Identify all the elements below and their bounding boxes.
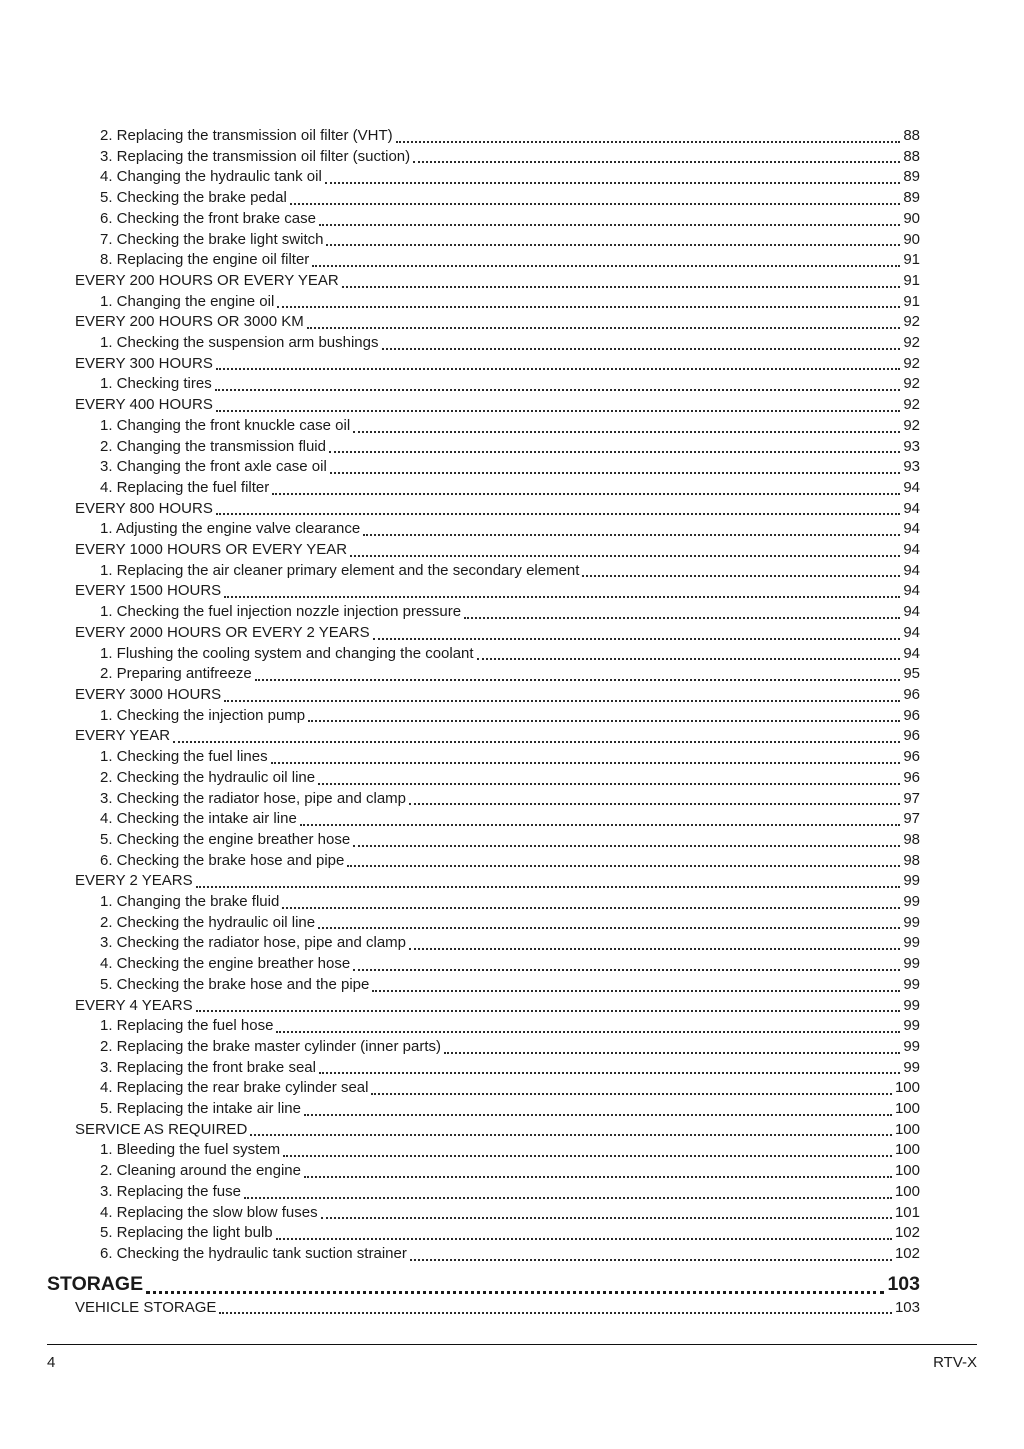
- toc-leader-dots: [224, 700, 900, 702]
- toc-entry-page: 98: [903, 851, 920, 869]
- toc-entry-page: 103: [894, 1298, 920, 1316]
- toc-leader-dots: [255, 679, 901, 681]
- toc-leader-dots: [371, 1093, 891, 1095]
- toc-leader-dots: [353, 845, 900, 847]
- toc-entry: [100, 933, 920, 954]
- toc-entry-label: 1. Checking the injection pump: [100, 706, 306, 724]
- toc-entry-label: 3. Checking the radiator hose, pipe and clamp: [100, 789, 407, 807]
- toc-entry-label: EVERY YEAR: [75, 727, 171, 745]
- toc-entry-page: 100: [894, 1141, 920, 1159]
- toc-entry: [75, 623, 920, 644]
- toc-leader-dots: [216, 513, 900, 515]
- toc-entry: [100, 830, 920, 851]
- toc-leader-dots: [329, 451, 900, 453]
- toc-entry-label: 5. Checking the brake pedal: [100, 189, 287, 207]
- toc-leader-dots: [282, 907, 900, 909]
- toc-entry-label: EVERY 200 HOURS OR EVERY YEAR: [75, 271, 339, 289]
- toc-entry: [100, 1058, 920, 1079]
- toc-entry-label: 1. Flushing the cooling system and changing the coolant: [100, 644, 474, 662]
- toc-entry-label: SERVICE AS REQUIRED: [75, 1120, 248, 1138]
- toc-leader-dots: [300, 824, 901, 826]
- toc-leader-dots: [372, 990, 900, 992]
- toc-entry-label: 2. Changing the transmission fluid: [100, 437, 326, 455]
- toc-entry-label: 3. Replacing the front brake seal: [100, 1058, 316, 1076]
- toc-leader-dots: [276, 1031, 900, 1033]
- toc-entry-page: 100: [894, 1120, 920, 1138]
- toc-entry: [100, 292, 920, 313]
- toc-leader-dots: [410, 1259, 892, 1261]
- toc-entry: [100, 954, 920, 975]
- toc-entry: [100, 1223, 920, 1244]
- footer-page-number: 4: [47, 1354, 56, 1371]
- toc-entry-page: 100: [894, 1162, 920, 1180]
- toc-entry: [75, 499, 920, 520]
- toc-leader-dots: [353, 431, 900, 433]
- toc-entry: [100, 851, 920, 872]
- toc-entry: [100, 209, 920, 230]
- toc-entry-page: 88: [903, 127, 920, 144]
- toc-entry-label: 5. Replacing the intake air line: [100, 1100, 301, 1118]
- toc-entry-page: 96: [903, 748, 920, 766]
- toc-entry-label: EVERY 200 HOURS OR 3000 KM: [75, 313, 304, 331]
- toc-entry-page: 95: [903, 665, 920, 683]
- toc-entry-page: 99: [903, 872, 920, 890]
- toc-entry-page: 94: [903, 520, 920, 538]
- toc-leader-dots: [347, 865, 900, 867]
- toc-entry-label: 2. Checking the hydraulic oil line: [100, 768, 316, 786]
- toc-entry: [75, 271, 920, 292]
- toc-entry-page: 91: [903, 271, 920, 289]
- toc-entry-label: 1. Checking tires: [100, 375, 212, 393]
- toc-leader-dots: [250, 1134, 892, 1136]
- toc-leader-dots: [196, 886, 901, 888]
- toc-entry-label: 3. Changing the front axle case oil: [100, 458, 327, 476]
- toc-leader-dots: [276, 1238, 892, 1240]
- toc-entry: [75, 395, 920, 416]
- toc-entry: [100, 1203, 920, 1224]
- toc-entry: [100, 478, 920, 499]
- toc-entry: [47, 1271, 920, 1298]
- toc-leader-dots: [409, 803, 900, 805]
- toc-entry-page: 92: [903, 396, 920, 414]
- toc-entry-label: STORAGE: [47, 1272, 144, 1295]
- toc-leader-dots: [146, 1291, 884, 1294]
- toc-entry-label: 1. Checking the suspension arm bushings: [100, 334, 379, 352]
- toc-leader-dots: [396, 141, 901, 143]
- toc-entry-page: 100: [894, 1182, 920, 1200]
- footer-model: RTV-X: [933, 1354, 977, 1371]
- toc-entry-page: 94: [903, 623, 920, 641]
- toc-entry: [100, 1161, 920, 1182]
- toc-entry-label: 1. Replacing the air cleaner primary element and the secondary element: [100, 561, 580, 579]
- page-footer: [47, 1344, 977, 1371]
- toc-entry-page: 99: [903, 893, 920, 911]
- toc-entry-label: 2. Checking the hydraulic oil line: [100, 913, 316, 931]
- toc-leader-dots: [464, 617, 900, 619]
- toc-leader-dots: [318, 927, 900, 929]
- toc-entry: [100, 706, 920, 727]
- toc-entry: [75, 685, 920, 706]
- toc-entry-page: 99: [903, 1017, 920, 1035]
- toc-entry: [75, 540, 920, 561]
- toc-leader-dots: [318, 783, 900, 785]
- toc-entry-page: 92: [903, 375, 920, 393]
- toc-leader-dots: [216, 368, 900, 370]
- toc-entry-label: 1. Changing the brake fluid: [100, 893, 280, 911]
- toc-entry: [100, 664, 920, 685]
- toc-entry-label: EVERY 2 YEARS: [75, 872, 193, 890]
- toc-entry: [100, 1078, 920, 1099]
- toc-entry-label: 6. Checking the hydraulic tank suction strainer: [100, 1244, 407, 1262]
- toc-entry-page: 99: [903, 955, 920, 973]
- toc-entry-label: VEHICLE STORAGE: [75, 1298, 217, 1316]
- toc-leader-dots: [382, 348, 901, 350]
- toc-entry-page: 99: [903, 1037, 920, 1055]
- toc-leader-dots: [216, 410, 900, 412]
- toc-entry-page: 97: [903, 810, 920, 828]
- toc-leader-dots: [244, 1197, 892, 1199]
- toc-entry-page: 94: [903, 499, 920, 517]
- toc-entry: [100, 913, 920, 934]
- toc-entry-page: 92: [903, 313, 920, 331]
- toc-entry-label: 1. Adjusting the engine valve clearance: [100, 520, 361, 538]
- toc-entry: [100, 602, 920, 623]
- toc-entry-label: EVERY 1500 HOURS: [75, 582, 222, 600]
- toc-entry: [75, 1120, 920, 1141]
- toc-leader-dots: [444, 1052, 900, 1054]
- toc-entry: [100, 892, 920, 913]
- toc-entry-label: 2. Cleaning around the engine: [100, 1162, 301, 1180]
- toc-leader-dots: [319, 224, 900, 226]
- toc-entry: [75, 312, 920, 333]
- toc-leader-dots: [413, 161, 900, 163]
- toc-entry-page: 101: [894, 1203, 920, 1221]
- toc-leader-dots: [219, 1312, 892, 1314]
- toc-entry-page: 93: [903, 437, 920, 455]
- toc-entry-page: 91: [903, 251, 920, 269]
- toc-leader-dots: [477, 658, 901, 660]
- toc-entry: [100, 126, 920, 147]
- toc-entry-page: 96: [903, 768, 920, 786]
- toc-entry-label: 2. Preparing antifreeze: [100, 665, 252, 683]
- toc-entry: [100, 975, 920, 996]
- toc-entry: [100, 1016, 920, 1037]
- toc-entry: [100, 809, 920, 830]
- toc-leader-dots: [277, 306, 900, 308]
- toc-entry: [100, 1244, 920, 1265]
- toc-entry-page: 99: [903, 1058, 920, 1076]
- toc-entry-label: 4. Checking the engine breather hose: [100, 955, 351, 973]
- toc-entry-label: 5. Replacing the light bulb: [100, 1224, 273, 1242]
- toc-entry-page: 100: [894, 1079, 920, 1097]
- toc-entry-page: 99: [903, 934, 920, 952]
- toc-entry: [100, 230, 920, 251]
- toc-entry-label: EVERY 4 YEARS: [75, 996, 193, 1014]
- toc-entry: [75, 726, 920, 747]
- toc-entry-page: 90: [903, 230, 920, 248]
- toc-entry-label: EVERY 2000 HOURS OR EVERY 2 YEARS: [75, 623, 370, 641]
- toc-leader-dots: [342, 286, 901, 288]
- table-of-contents: [47, 126, 920, 1318]
- toc-entry-page: 94: [903, 644, 920, 662]
- toc-entry-page: 96: [903, 706, 920, 724]
- toc-leader-dots: [373, 638, 901, 640]
- toc-entry-label: 3. Replacing the fuse: [100, 1182, 241, 1200]
- toc-entry: [100, 1182, 920, 1203]
- toc-entry-page: 90: [903, 209, 920, 227]
- toc-entry-label: 5. Checking the engine breather hose: [100, 830, 351, 848]
- toc-leader-dots: [196, 1010, 901, 1012]
- toc-entry-label: 7. Checking the brake light switch: [100, 230, 324, 248]
- toc-leader-dots: [409, 948, 900, 950]
- toc-entry-label: 1. Replacing the fuel hose: [100, 1017, 274, 1035]
- toc-leader-dots: [304, 1114, 892, 1116]
- toc-entry-page: 92: [903, 416, 920, 434]
- toc-leader-dots: [312, 265, 900, 267]
- toc-entry: [75, 354, 920, 375]
- toc-entry-label: 4. Replacing the fuel filter: [100, 478, 270, 496]
- toc-entry-page: 92: [903, 354, 920, 372]
- toc-leader-dots: [319, 1072, 900, 1074]
- toc-leader-dots: [272, 493, 900, 495]
- toc-entry-label: 6. Checking the front brake case: [100, 209, 316, 227]
- toc-entry-label: EVERY 400 HOURS: [75, 396, 213, 414]
- toc-leader-dots: [325, 182, 901, 184]
- toc-entry: [100, 147, 920, 168]
- toc-entry-label: 1. Changing the engine oil: [100, 292, 275, 310]
- toc-leader-dots: [304, 1176, 892, 1178]
- toc-entry-label: 2. Replacing the brake master cylinder (inner parts): [100, 1037, 441, 1055]
- toc-entry-label: 4. Checking the intake air line: [100, 810, 297, 828]
- toc-entry-page: 89: [903, 189, 920, 207]
- toc-entry-label: 5. Checking the brake hose and the pipe: [100, 975, 370, 993]
- toc-entry-page: 94: [903, 582, 920, 600]
- toc-entry-page: 100: [894, 1100, 920, 1118]
- toc-entry: [100, 250, 920, 271]
- toc-leader-dots: [271, 762, 901, 764]
- toc-entry-label: 1. Changing the front knuckle case oil: [100, 416, 351, 434]
- toc-leader-dots: [330, 472, 901, 474]
- toc-entry-page: 94: [903, 478, 920, 496]
- toc-entry: [100, 457, 920, 478]
- toc-entry-label: 3. Replacing the transmission oil filter (suction): [100, 147, 411, 165]
- toc-entry: [100, 333, 920, 354]
- toc-entry: [100, 644, 920, 665]
- toc-entry: [100, 561, 920, 582]
- toc-entry: [75, 996, 920, 1017]
- toc-entry: [100, 437, 920, 458]
- toc-entry-label: EVERY 300 HOURS: [75, 354, 213, 372]
- toc-entry-label: 1. Checking the fuel injection nozzle injection pressure: [100, 603, 462, 621]
- toc-leader-dots: [224, 596, 900, 598]
- toc-entry-page: 99: [903, 975, 920, 993]
- toc-entry-page: 92: [903, 334, 920, 352]
- toc-entry-page: 94: [903, 541, 920, 559]
- toc-leader-dots: [350, 555, 900, 557]
- toc-entry-page: 94: [903, 561, 920, 579]
- toc-entry-label: EVERY 1000 HOURS OR EVERY YEAR: [75, 541, 348, 559]
- toc-entry-label: 6. Checking the brake hose and pipe: [100, 851, 345, 869]
- toc-leader-dots: [290, 203, 901, 205]
- toc-entry-page: 102: [894, 1224, 920, 1242]
- toc-leader-dots: [308, 720, 900, 722]
- toc-entry-page: 97: [903, 789, 920, 807]
- toc-entry: [75, 871, 920, 892]
- toc-entry-page: 91: [903, 292, 920, 310]
- toc-entry: [100, 519, 920, 540]
- toc-leader-dots: [326, 244, 900, 246]
- toc-entry: [100, 374, 920, 395]
- toc-entry-page: 102: [894, 1244, 920, 1262]
- toc-leader-dots: [283, 1155, 892, 1157]
- toc-entry-page: 99: [903, 996, 920, 1014]
- toc-entry: [100, 188, 920, 209]
- toc-entry-label: 3. Checking the radiator hose, pipe and clamp: [100, 934, 407, 952]
- toc-entry-label: EVERY 800 HOURS: [75, 499, 213, 517]
- toc-leader-dots: [321, 1217, 892, 1219]
- toc-entry: [100, 167, 920, 188]
- toc-entry-page: 89: [903, 168, 920, 186]
- toc-entry: [100, 768, 920, 789]
- toc-entry-label: 4. Replacing the rear brake cylinder seal: [100, 1079, 369, 1097]
- toc-entry: [100, 1037, 920, 1058]
- toc-entry-label: 1. Checking the fuel lines: [100, 748, 268, 766]
- toc-entry-page: 99: [903, 913, 920, 931]
- toc-entry-page: 93: [903, 458, 920, 476]
- toc-entry-page: 96: [903, 685, 920, 703]
- toc-entry-page: 96: [903, 727, 920, 745]
- toc-entry-label: 4. Changing the hydraulic tank oil: [100, 168, 322, 186]
- toc-leader-dots: [215, 389, 901, 391]
- toc-leader-dots: [307, 327, 901, 329]
- toc-entry-label: 8. Replacing the engine oil filter: [100, 251, 310, 269]
- toc-entry: [100, 747, 920, 768]
- toc-entry-label: 1. Bleeding the fuel system: [100, 1141, 281, 1159]
- toc-leader-dots: [353, 969, 900, 971]
- toc-entry-page: 94: [903, 603, 920, 621]
- toc-entry: [75, 581, 920, 602]
- toc-entry-label: 4. Replacing the slow blow fuses: [100, 1203, 318, 1221]
- toc-entry: [100, 416, 920, 437]
- toc-entry: [75, 1298, 920, 1319]
- toc-entry-page: 88: [903, 147, 920, 165]
- toc-entry-label: EVERY 3000 HOURS: [75, 685, 222, 703]
- toc-entry: [100, 1140, 920, 1161]
- toc-leader-dots: [173, 741, 900, 743]
- toc-entry-page: 103: [887, 1272, 920, 1295]
- toc-leader-dots: [363, 534, 900, 536]
- toc-entry-label: 2. Replacing the transmission oil filter (VHT): [100, 127, 393, 144]
- toc-entry-page: 98: [903, 830, 920, 848]
- toc-entry: [100, 789, 920, 810]
- toc-entry: [100, 1099, 920, 1120]
- toc-leader-dots: [582, 575, 900, 577]
